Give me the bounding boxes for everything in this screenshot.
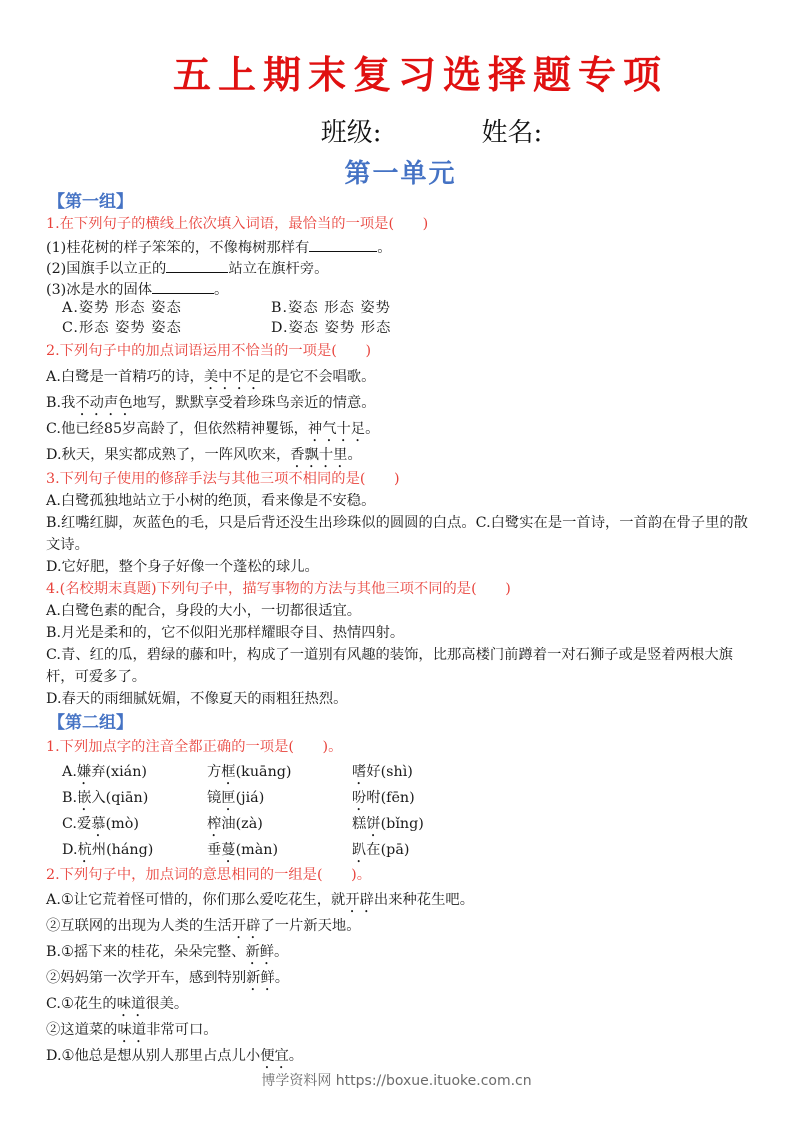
unit-title: 第一单元: [344, 159, 457, 189]
option-a: A.姿势 形态 姿态: [62, 300, 182, 316]
option-d: D.秋天，果实都成熟了，一阵风吹来，香飘十里。: [46, 447, 362, 463]
option-a-1: A.嫌弃(xián): [62, 764, 147, 780]
option-d: D.姿态 姿势 形态: [271, 320, 392, 336]
question-line: (3)冰是水的固体 。: [46, 277, 786, 298]
answer-blank: [152, 277, 214, 294]
student-info-row: [0, 112, 793, 149]
group-heading-1: 【第一组】: [48, 192, 133, 212]
question-line: (1)桂花树的样子笨笨的，不像梅树那样有 。: [46, 235, 786, 256]
option-b-3: 吩咐(fēn): [352, 790, 415, 806]
option-a: A.白鹭孤独地站立于小树的绝顶，看来像是不安稳。: [46, 493, 376, 509]
class-label: 班级:: [320, 118, 382, 148]
question-prompt: 2.下列句子中的加点词语运用不恰当的一项是( ): [46, 343, 372, 359]
answer-blank: [309, 235, 377, 252]
page-title: 五上期末复习选择题专项: [172, 52, 668, 97]
option-c: C.形态 姿势 姿态: [62, 320, 182, 336]
option-c: C.他已经85岁高龄了，但依然精神矍铄，神气十足。: [46, 421, 380, 437]
option-a-1: A.①让它荒着怪可惜的，你们那么爱吃花生，就开辟出来种花生吧。: [46, 892, 474, 908]
option-c-3: 糕饼(bǐng): [352, 816, 424, 832]
option-a-2: 方框(kuāng): [207, 764, 292, 780]
option-c-1: C.爱慕(mò): [62, 816, 139, 832]
option-d-1: D.①他总是想从别人那里占点儿小便宜。: [46, 1048, 304, 1064]
option-c: C.青、红的瓜，碧绿的藤和叶，构成了一道别有风趣的装饰，比那高楼门前蹲着一对石狮子或是竖着两根大旗杆，可爱多了。: [46, 647, 733, 685]
option-a: A.白鹭是一首精巧的诗，美中不足的是它不会唱歌。: [46, 369, 376, 385]
option-c-1: C.①花生的味道很美。: [46, 996, 189, 1012]
option-a-3: 嗜好(shì): [352, 764, 413, 780]
question-prompt: 1.在下列句子的横线上依次填入词语，最恰当的一项是( ): [46, 216, 429, 232]
option-d-1: D.杭州(háng): [62, 842, 154, 858]
option-c-2: ②这道菜的味道非常可口。: [46, 1022, 218, 1038]
option-a: A.白鹭色素的配合，身段的大小，一切都很适宜。: [46, 603, 362, 619]
name-label: 姓名:: [481, 118, 543, 148]
question-prompt: 1.下列加点字的注音全都正确的一项是( )。: [46, 739, 343, 755]
options-grid: [46, 298, 786, 338]
question-prompt: 4.(名校期末真题)下列句子中，描写事物的方法与其他三项不同的是( ): [46, 581, 511, 597]
pinyin-options-grid: [46, 759, 786, 863]
option-b-1: B.①摇下来的桂花，朵朵完整、新鲜。: [46, 944, 289, 960]
option-b-2: 镜匣(jiá): [207, 790, 265, 806]
option-b: B.姿态 形态 姿势: [271, 300, 391, 316]
question-prompt: 3.下列句子使用的修辞手法与其他三项不相同的是( ): [46, 471, 400, 487]
option-b-2: ②妈妈第一次学开车，感到特别新鲜。: [46, 970, 290, 986]
question-prompt: 2.下列句子中，加点词的意思相同的一组是( )。: [46, 867, 372, 883]
question-line: (2)国旗手以立正的 站立在旗杆旁。: [46, 256, 786, 277]
answer-blank: [166, 256, 228, 273]
group-heading-2: 【第二组】: [48, 713, 133, 733]
option-d: D.春天的雨细腻妩媚，不像夏天的雨粗狂热烈。: [46, 691, 348, 707]
option-d-2: 垂蔓(màn): [207, 842, 279, 858]
option-b-c: B.红嘴红脚，灰蓝色的毛，只是后背还没生出珍珠似的圆圆的白点。C.白鹭实在是一首诗，一首韵在骨子里的散文诗。: [46, 515, 748, 553]
option-d-3: 趴在(pā): [352, 842, 410, 858]
option-a-2: ②互联网的出现为人类的生活开辟了一片新天地。: [46, 918, 361, 934]
footer-watermark: 博学资料网 https://boxue.ituoke.com.cn: [261, 1073, 532, 1089]
option-b-1: B.嵌入(qiān): [62, 790, 149, 806]
option-b: B.月光是柔和的，它不似阳光那样耀眼夺目、热情四射。: [46, 625, 405, 641]
worksheet-content: [46, 190, 786, 1069]
option-c-2: 榨油(zà): [207, 816, 263, 832]
option-b: B.我不动声色地写，默默享受着珍珠鸟亲近的情意。: [46, 395, 376, 411]
option-d: D.它好肥，整个身子好像一个蓬松的球儿。: [46, 559, 319, 575]
